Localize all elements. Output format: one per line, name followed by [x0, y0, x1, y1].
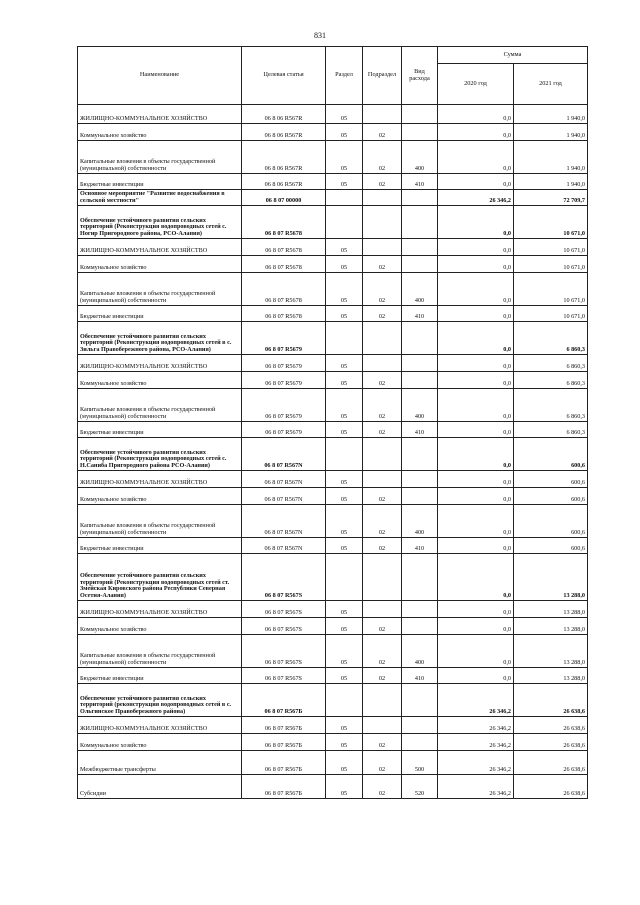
cell-sum-2020: 0,0 [438, 174, 514, 190]
cell-expense-type [402, 372, 438, 389]
cell-expense-type [402, 355, 438, 372]
cell-subsection [363, 554, 402, 601]
cell-sum-2020: 0,0 [438, 322, 514, 355]
header-section: Раздел [326, 47, 363, 105]
cell-section [326, 554, 363, 601]
table-row [78, 618, 588, 635]
cell-expense-type [402, 322, 438, 355]
table-body [78, 105, 588, 799]
cell-sum-2021: 1 940,0 [514, 141, 588, 174]
cell-target-article: 06 8 07 R567Б [242, 717, 326, 734]
cell-section: 05 [326, 273, 363, 306]
cell-sum-2021: 10 671,0 [514, 273, 588, 306]
cell-name: Капитальные вложения в объекты государственной (муниципальной) собственности [78, 635, 242, 668]
cell-section: 05 [326, 389, 363, 422]
cell-name: Обеспечение устойчивого развития сельских территорий (Реконструкция водопроводных сетей в с. Зильга Правобережного района, РСО-Алания) [78, 322, 242, 355]
cell-sum-2020: 0,0 [438, 124, 514, 141]
cell-sum-2021: 13 288,0 [514, 601, 588, 618]
cell-expense-type: 410 [402, 422, 438, 438]
cell-target-article: 06 8 07 R5679 [242, 372, 326, 389]
cell-section: 05 [326, 174, 363, 190]
table-row [78, 601, 588, 618]
cell-sum-2020: 0,0 [438, 438, 514, 471]
cell-subsection: 02 [363, 273, 402, 306]
cell-subsection: 02 [363, 668, 402, 684]
cell-name: Бюджетные инвестиции [78, 668, 242, 684]
cell-section: 05 [326, 422, 363, 438]
cell-sum-2021: 1 940,0 [514, 105, 588, 124]
cell-name: Капитальные вложения в объекты государственной (муниципальной) собственности [78, 505, 242, 538]
cell-section [326, 190, 363, 206]
cell-sum-2020: 26 346,2 [438, 734, 514, 751]
table-row [78, 554, 588, 601]
cell-sum-2020: 26 346,2 [438, 751, 514, 775]
table-row [78, 306, 588, 322]
header-target-article: Целевая статья [242, 47, 326, 105]
cell-subsection: 02 [363, 618, 402, 635]
cell-section: 05 [326, 256, 363, 273]
cell-section: 05 [326, 488, 363, 505]
budget-table [77, 46, 588, 799]
cell-subsection: 02 [363, 174, 402, 190]
cell-expense-type [402, 554, 438, 601]
cell-target-article: 06 8 07 R567N [242, 488, 326, 505]
cell-name: ЖИЛИЩНО-КОММУНАЛЬНОЕ ХОЗЯЙСТВО [78, 239, 242, 256]
cell-target-article: 06 8 07 R567Б [242, 775, 326, 799]
cell-expense-type [402, 618, 438, 635]
cell-section [326, 438, 363, 471]
cell-expense-type: 400 [402, 141, 438, 174]
table-row [78, 635, 588, 668]
table-row [78, 174, 588, 190]
table-row [78, 372, 588, 389]
table-row [78, 488, 588, 505]
cell-section [326, 684, 363, 717]
cell-sum-2021: 13 288,0 [514, 635, 588, 668]
cell-expense-type [402, 684, 438, 717]
cell-subsection: 02 [363, 372, 402, 389]
header-year-2020: 2020 год [438, 64, 514, 105]
cell-section: 05 [326, 105, 363, 124]
cell-target-article: 06 8 06 R567R [242, 124, 326, 141]
cell-sum-2021: 26 638,6 [514, 684, 588, 717]
cell-sum-2021: 6 860,3 [514, 322, 588, 355]
page-number: 831 [314, 31, 326, 40]
table-row [78, 355, 588, 372]
cell-section [326, 206, 363, 239]
cell-target-article: 06 8 07 R567S [242, 554, 326, 601]
cell-expense-type [402, 190, 438, 206]
table-row [78, 206, 588, 239]
header-name: Наименование [78, 47, 242, 105]
cell-expense-type [402, 438, 438, 471]
cell-name: Коммунальное хозяйство [78, 488, 242, 505]
cell-section: 05 [326, 141, 363, 174]
cell-name: Бюджетные инвестиции [78, 306, 242, 322]
cell-name: Субсидии [78, 775, 242, 799]
cell-subsection: 02 [363, 775, 402, 799]
cell-sum-2020: 0,0 [438, 389, 514, 422]
cell-name: Коммунальное хозяйство [78, 124, 242, 141]
cell-target-article: 06 8 06 R567R [242, 105, 326, 124]
table-row [78, 273, 588, 306]
cell-target-article: 06 8 07 R5678 [242, 306, 326, 322]
cell-sum-2020: 0,0 [438, 601, 514, 618]
cell-subsection [363, 355, 402, 372]
cell-name: ЖИЛИЩНО-КОММУНАЛЬНОЕ ХОЗЯЙСТВО [78, 717, 242, 734]
header-subsection: Подраздел [363, 47, 402, 105]
cell-sum-2021: 13 288,0 [514, 668, 588, 684]
cell-section: 05 [326, 306, 363, 322]
cell-subsection: 02 [363, 734, 402, 751]
cell-sum-2020: 0,0 [438, 239, 514, 256]
cell-sum-2021: 600,6 [514, 488, 588, 505]
cell-expense-type [402, 239, 438, 256]
cell-subsection [363, 471, 402, 488]
table-row [78, 422, 588, 438]
cell-sum-2021: 10 671,0 [514, 306, 588, 322]
cell-sum-2020: 0,0 [438, 206, 514, 239]
cell-subsection: 02 [363, 306, 402, 322]
cell-sum-2020: 0,0 [438, 355, 514, 372]
cell-sum-2021: 1 940,0 [514, 124, 588, 141]
cell-target-article: 06 8 07 R5678 [242, 206, 326, 239]
table-row [78, 389, 588, 422]
cell-expense-type: 410 [402, 668, 438, 684]
cell-target-article: 06 8 07 00000 [242, 190, 326, 206]
table-row [78, 717, 588, 734]
cell-target-article: 06 8 07 R567S [242, 618, 326, 635]
cell-sum-2020: 0,0 [438, 141, 514, 174]
cell-sum-2021: 26 638,6 [514, 751, 588, 775]
cell-section [326, 322, 363, 355]
cell-target-article: 06 8 07 R5678 [242, 239, 326, 256]
cell-sum-2021: 26 638,6 [514, 717, 588, 734]
cell-expense-type [402, 717, 438, 734]
cell-expense-type [402, 105, 438, 124]
cell-subsection [363, 105, 402, 124]
cell-target-article: 06 8 06 R567R [242, 141, 326, 174]
cell-section: 05 [326, 601, 363, 618]
cell-subsection [363, 206, 402, 239]
cell-target-article: 06 8 07 R5678 [242, 256, 326, 273]
cell-subsection: 02 [363, 505, 402, 538]
cell-section: 05 [326, 618, 363, 635]
cell-sum-2020: 0,0 [438, 505, 514, 538]
cell-section: 05 [326, 635, 363, 668]
cell-target-article: 06 8 07 R5678 [242, 273, 326, 306]
cell-sum-2021: 600,6 [514, 505, 588, 538]
cell-section: 05 [326, 355, 363, 372]
table-row [78, 256, 588, 273]
cell-sum-2020: 0,0 [438, 372, 514, 389]
cell-target-article: 06 8 07 R567S [242, 601, 326, 618]
cell-subsection: 02 [363, 488, 402, 505]
cell-expense-type: 410 [402, 174, 438, 190]
table-row [78, 438, 588, 471]
cell-expense-type: 400 [402, 273, 438, 306]
cell-expense-type [402, 488, 438, 505]
cell-sum-2020: 26 346,2 [438, 775, 514, 799]
cell-expense-type: 500 [402, 751, 438, 775]
cell-expense-type: 410 [402, 538, 438, 554]
cell-expense-type: 410 [402, 306, 438, 322]
cell-sum-2021: 6 860,3 [514, 355, 588, 372]
cell-sum-2021: 10 671,0 [514, 206, 588, 239]
cell-subsection [363, 322, 402, 355]
cell-sum-2021: 10 671,0 [514, 256, 588, 273]
cell-name: Обеспечение устойчивого развития сельских территорий (Реконструкция водопроводных сетей ст. Змейская Кировского района Республики Северная Осетия-Алания) [78, 554, 242, 601]
cell-subsection [363, 684, 402, 717]
cell-name: Коммунальное хозяйство [78, 618, 242, 635]
table-row [78, 538, 588, 554]
cell-sum-2020: 0,0 [438, 273, 514, 306]
cell-section: 05 [326, 668, 363, 684]
cell-subsection [363, 601, 402, 618]
cell-sum-2020: 0,0 [438, 488, 514, 505]
cell-sum-2020: 0,0 [438, 422, 514, 438]
table-row [78, 239, 588, 256]
cell-section: 05 [326, 775, 363, 799]
table-row [78, 751, 588, 775]
cell-name: ЖИЛИЩНО-КОММУНАЛЬНОЕ ХОЗЯЙСТВО [78, 105, 242, 124]
cell-name: Коммунальное хозяйство [78, 734, 242, 751]
cell-target-article: 06 8 07 R567N [242, 538, 326, 554]
cell-expense-type: 400 [402, 635, 438, 668]
cell-subsection: 02 [363, 124, 402, 141]
cell-name: Бюджетные инвестиции [78, 174, 242, 190]
cell-name: Основное мероприятие "Развитие водоснабжения в сельской местности" [78, 190, 242, 206]
header-expense-type: Вид расхода [402, 47, 438, 105]
table-row [78, 775, 588, 799]
cell-target-article: 06 8 07 R567S [242, 668, 326, 684]
cell-sum-2021: 26 638,6 [514, 775, 588, 799]
cell-sum-2020: 0,0 [438, 256, 514, 273]
cell-name: ЖИЛИЩНО-КОММУНАЛЬНОЕ ХОЗЯЙСТВО [78, 601, 242, 618]
cell-target-article: 06 8 07 R5679 [242, 422, 326, 438]
cell-sum-2021: 6 860,3 [514, 372, 588, 389]
cell-name: Коммунальное хозяйство [78, 372, 242, 389]
cell-subsection [363, 190, 402, 206]
cell-section: 05 [326, 372, 363, 389]
cell-section: 05 [326, 751, 363, 775]
cell-sum-2021: 72 709,7 [514, 190, 588, 206]
cell-target-article: 06 8 07 R5679 [242, 322, 326, 355]
cell-sum-2021: 600,6 [514, 538, 588, 554]
cell-sum-2020: 0,0 [438, 471, 514, 488]
table-row [78, 684, 588, 717]
cell-section: 05 [326, 239, 363, 256]
cell-name: Капитальные вложения в объекты государственной (муниципальной) собственности [78, 141, 242, 174]
cell-sum-2020: 0,0 [438, 306, 514, 322]
cell-subsection: 02 [363, 141, 402, 174]
cell-expense-type [402, 124, 438, 141]
header-sum: Сумма [438, 47, 588, 64]
cell-sum-2020: 0,0 [438, 618, 514, 635]
cell-name: Капитальные вложения в объекты государственной (муниципальной) собственности [78, 389, 242, 422]
cell-sum-2021: 13 288,0 [514, 618, 588, 635]
cell-expense-type [402, 206, 438, 239]
cell-subsection [363, 239, 402, 256]
cell-target-article: 06 8 07 R567N [242, 505, 326, 538]
cell-section: 05 [326, 717, 363, 734]
cell-subsection: 02 [363, 422, 402, 438]
cell-sum-2020: 0,0 [438, 554, 514, 601]
cell-target-article: 06 8 07 R5679 [242, 355, 326, 372]
cell-sum-2020: 0,0 [438, 668, 514, 684]
cell-sum-2021: 6 860,3 [514, 422, 588, 438]
table-row [78, 668, 588, 684]
cell-section: 05 [326, 538, 363, 554]
cell-subsection [363, 717, 402, 734]
cell-expense-type [402, 601, 438, 618]
table-row [78, 124, 588, 141]
cell-subsection: 02 [363, 389, 402, 422]
cell-section: 05 [326, 505, 363, 538]
cell-name: Бюджетные инвестиции [78, 538, 242, 554]
cell-target-article: 06 8 07 R567N [242, 438, 326, 471]
table-row [78, 105, 588, 124]
cell-name: Межбюджетные трансферты [78, 751, 242, 775]
cell-target-article: 06 8 07 R567Б [242, 684, 326, 717]
table-row [78, 322, 588, 355]
cell-name: Бюджетные инвестиции [78, 422, 242, 438]
cell-subsection: 02 [363, 751, 402, 775]
cell-name: Обеспечение устойчивого развития сельских территорий (Реконструкция водопроводных сетей с. Н.Саниба Пригородного района РСО-Алания) [78, 438, 242, 471]
cell-sum-2020: 0,0 [438, 635, 514, 668]
cell-expense-type [402, 471, 438, 488]
cell-name: Обеспечение устойчивого развития сельских территорий (Реконструкция водопроводных сетей с. Ногир Пригородного района, РСО-Алания) [78, 206, 242, 239]
cell-target-article: 06 8 07 R567Б [242, 751, 326, 775]
table-row [78, 141, 588, 174]
cell-expense-type [402, 734, 438, 751]
cell-section: 05 [326, 124, 363, 141]
table-row [78, 190, 588, 206]
cell-section: 05 [326, 471, 363, 488]
cell-sum-2021: 26 638,6 [514, 734, 588, 751]
cell-subsection: 02 [363, 635, 402, 668]
table-row [78, 505, 588, 538]
cell-target-article: 06 8 06 R567R [242, 174, 326, 190]
cell-expense-type [402, 256, 438, 273]
cell-sum-2020: 0,0 [438, 538, 514, 554]
cell-subsection: 02 [363, 256, 402, 273]
cell-name: Капитальные вложения в объекты государственной (муниципальной) собственности [78, 273, 242, 306]
cell-name: Обеспечение устойчивого развития сельских территорий (реконструкция водопроводных сетей в с. Ольгинское Правобережного района) [78, 684, 242, 717]
cell-target-article: 06 8 07 R567N [242, 471, 326, 488]
cell-target-article: 06 8 07 R5679 [242, 389, 326, 422]
cell-sum-2021: 13 288,0 [514, 554, 588, 601]
cell-expense-type: 400 [402, 389, 438, 422]
cell-sum-2021: 600,6 [514, 471, 588, 488]
cell-sum-2020: 0,0 [438, 105, 514, 124]
cell-sum-2020: 26 346,2 [438, 684, 514, 717]
table-row [78, 734, 588, 751]
cell-target-article: 06 8 07 R567Б [242, 734, 326, 751]
cell-name: ЖИЛИЩНО-КОММУНАЛЬНОЕ ХОЗЯЙСТВО [78, 471, 242, 488]
cell-sum-2021: 1 940,0 [514, 174, 588, 190]
cell-sum-2021: 10 671,0 [514, 239, 588, 256]
cell-name: ЖИЛИЩНО-КОММУНАЛЬНОЕ ХОЗЯЙСТВО [78, 355, 242, 372]
cell-section: 05 [326, 734, 363, 751]
cell-subsection [363, 438, 402, 471]
cell-sum-2021: 600,6 [514, 438, 588, 471]
header-year-2021: 2021 год [514, 64, 588, 105]
cell-sum-2020: 26 346,2 [438, 717, 514, 734]
cell-expense-type: 400 [402, 505, 438, 538]
cell-sum-2021: 6 860,3 [514, 389, 588, 422]
cell-name: Коммунальное хозяйство [78, 256, 242, 273]
table-row [78, 471, 588, 488]
cell-target-article: 06 8 07 R567S [242, 635, 326, 668]
cell-sum-2020: 26 346,2 [438, 190, 514, 206]
cell-subsection: 02 [363, 538, 402, 554]
cell-expense-type: 520 [402, 775, 438, 799]
